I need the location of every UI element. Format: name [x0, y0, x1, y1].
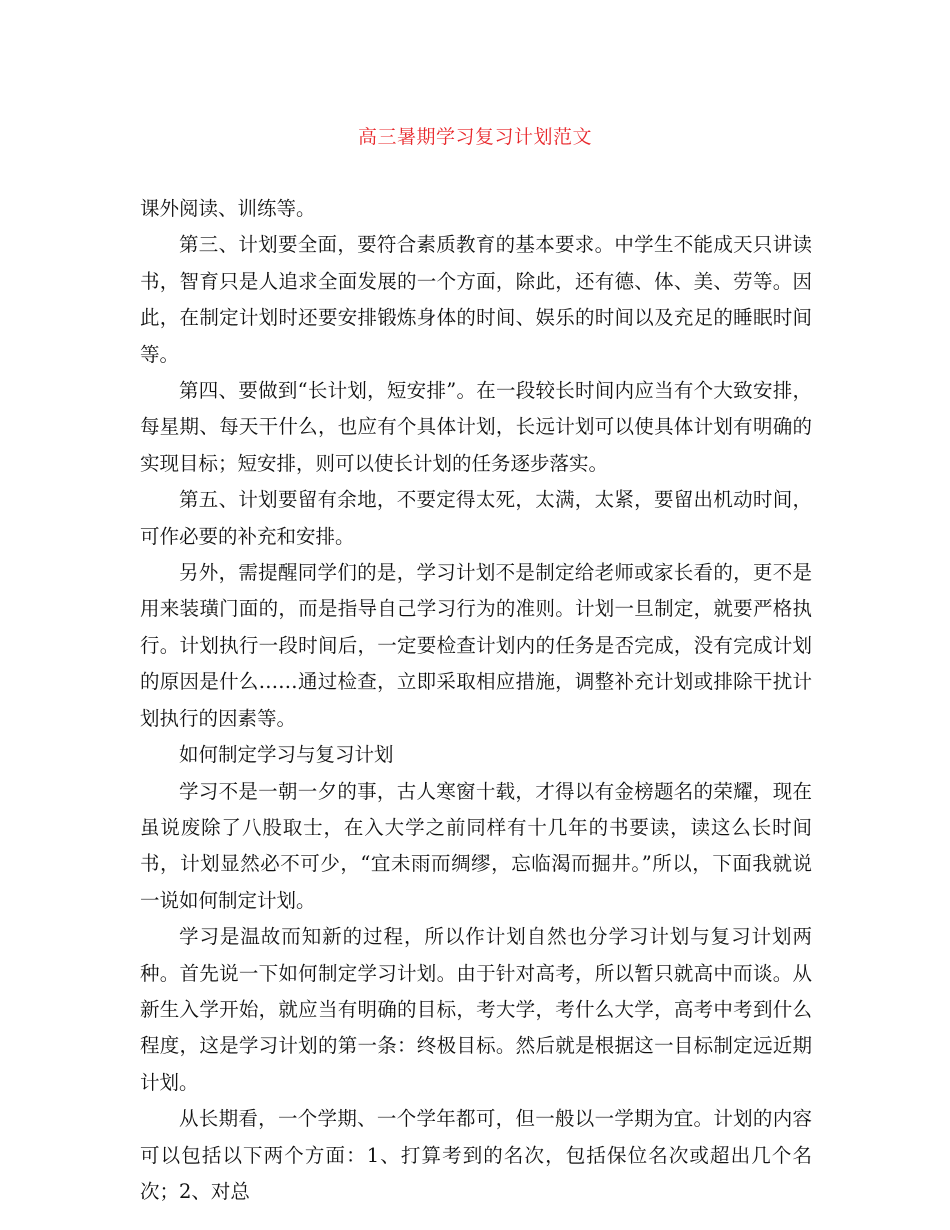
paragraph: 另外，需提醒同学们的是，学习计划不是制定给老师或家长看的，更不是用来装璜门面的，而是指导自己学习行为的准则。计划一旦制定，就要严格执行。计划执行一段时间后，一定要检查计划内的任务是否完成，没有完成计划的原因是什么……通过检查，立即采取相应措施，调整补充计划或排除干扰计划执行的因素等。: [140, 561, 812, 730]
paragraph: 第四、要做到“长计划，短安排”。在一段较长时间内应当有个大致安排，每星期、每天干什么，也应有个具体计划，长远计划可以使具体计划有明确的实现目标；短安排，则可以使长计划的任务逐步落实。: [140, 379, 812, 475]
paragraph: 从长期看，一个学期、一个学年都可，但一般以一学期为宜。计划的内容可以包括以下两个方面：1、打算考到的名次，包括保位名次或超出几个名次；2、对总: [140, 1107, 812, 1203]
paragraph: 第三、计划要全面，要符合素质教育的基本要求。中学生不能成天只讲读书，智育只是人追求全面发展的一个方面，除此，还有德、体、美、劳等。因此，在制定计划时还要安排锻炼身体的时间、娱乐的时间以及充足的睡眠时间等。: [140, 233, 812, 366]
paragraph: 学习是温故而知新的过程，所以作计划自然也分学习计划与复习计划两种。首先说一下如何制定学习计划。由于针对高考，所以暂只就高中而谈。从新生入学开始，就应当有明确的目标，考大学，考什么大学，高考中考到什么程度，这是学习计划的第一条：终极目标。然后就是根据这一目标制定远近期计划。: [140, 925, 812, 1094]
paragraph: 课外阅读、训练等。: [140, 197, 316, 220]
document-title: 高三暑期学习复习计划范文: [357, 126, 592, 148]
paragraph: 第五、计划要留有余地，不要定得太死，太满，太紧，要留出机动时间，可作必要的补充和安排。: [140, 488, 812, 548]
document-body: [140, 191, 812, 1210]
paragraph: 学习不是一朝一夕的事，古人寒窗十载，才得以有金榜题名的荣耀，现在虽说废除了八股取士，在入大学之前同样有十几年的书要读，读这么长时间书，计划显然必不可少，“宜未雨而绸缪，忘临渴而掘井。”所以，下面我就说一说如何制定计划。: [140, 779, 812, 912]
paragraph: 如何制定学习与复习计划: [179, 743, 394, 767]
